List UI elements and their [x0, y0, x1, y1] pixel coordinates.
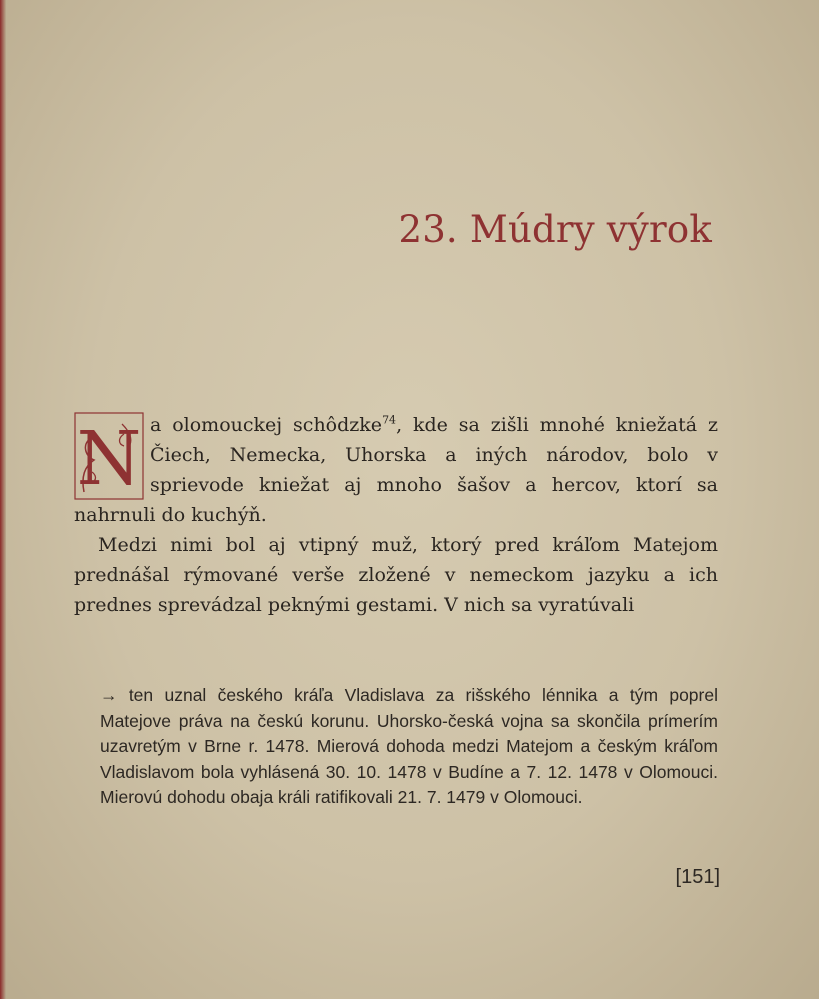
- body-text: [74, 410, 718, 620]
- paragraph-2: Medzi nimi bol aj vtipný muž, ktorý pred kráľom Matejom prednášal rýmované verše zložené v nemeckom jazyku a ich prednes sprevádzal peknými gestami. V nich sa vyratúvali: [74, 534, 718, 616]
- footnote: → ten uznal českého kráľa Vladislava za rišského lénnika a tým poprel Matejove práva na českú korunu. Uhorsko-česká vojna sa skončila prímerím uzavretým v Brne r. 1478. Mierová dohoda medzi Matejom a českým kráľom Vladislavom bola vyhlásená 30. 10. 1478 v Budíne a 7. 12. 1478 v Olomouci. Mierovú dohodu obaja králi ratifikovali 21. 7. 1479 v Olomouci.: [100, 685, 718, 807]
- page-number: [151]: [675, 866, 720, 888]
- chapter-title: 23. Múdry výrok: [398, 208, 712, 251]
- paragraph-1-start: a olomouckej schôdzke: [150, 414, 383, 436]
- paragraph-1: [74, 410, 718, 530]
- footnote-ref[interactable]: 74: [382, 413, 397, 427]
- page-edge: [0, 0, 6, 999]
- paragraph-1-cont: , kde sa zišli mnohé kniežatá z Čiech, Nemecka, Uhorska a iných národov, bolo v sprievode kniežat aj mnoho šašov a hercov, ktorí sa nahrnuli do kuchýň.: [74, 414, 719, 526]
- dropcap-letter: N: [76, 416, 142, 500]
- dropcap-ornament-icon: [74, 412, 144, 500]
